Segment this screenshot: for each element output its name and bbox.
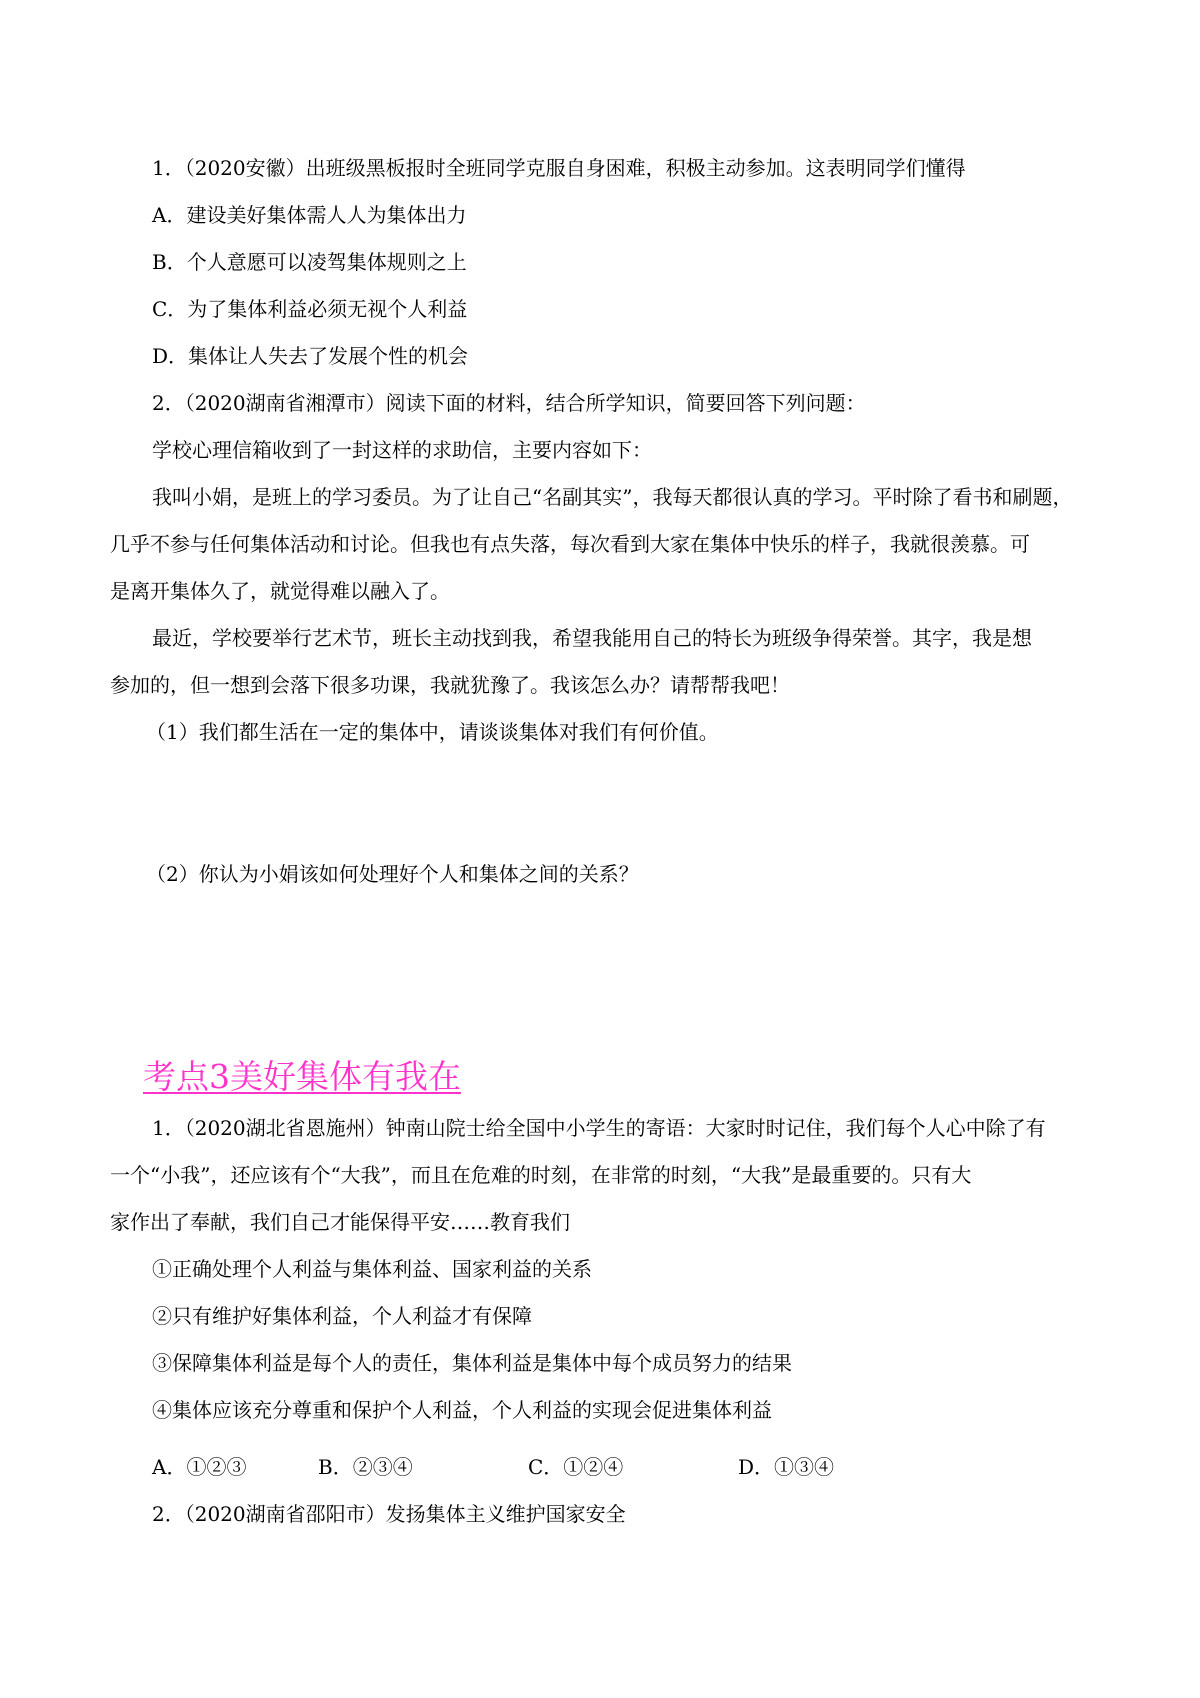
s3-option-c: C．①②④ <box>528 1455 624 1479</box>
option-a: A．建设美好集体需人人为集体出力 <box>152 203 467 227</box>
s3-question-1-line-1: 1．（2020湖北省恩施州）钟南山院士给全国中小学生的寄语：大家时时记住，我们每个人心中除了有 <box>152 1116 1046 1140</box>
letter-paragraph-2-line-2: 参加的，但一想到会落下很多功课，我就犹豫了。我该怎么办？请帮帮我吧！ <box>110 673 790 697</box>
s3-option-d: D．①③④ <box>738 1455 835 1479</box>
s3-question-2-stem: 2．（2020湖南省邵阳市）发扬集体主义维护国家安全 <box>152 1502 626 1526</box>
question-1-stem: 1．（2020安徽）出班级黑板报时全班同学克服自身困难，积极主动参加。这表明同学们懂得 <box>152 156 966 180</box>
option-b: B．个人意愿可以凌驾集体规则之上 <box>152 250 467 274</box>
s3-question-1-line-3: 家作出了奉献，我们自己才能保得平安……教育我们 <box>110 1210 570 1234</box>
s3-item-2: ②只有维护好集体利益，个人利益才有保障 <box>152 1304 532 1328</box>
s3-item-1: ①正确处理个人利益与集体利益、国家利益的关系 <box>152 1257 592 1281</box>
s3-option-a: A．①②③ <box>152 1455 247 1479</box>
letter-paragraph-1-line-1: 我叫小娟，是班上的学习委员。为了让自己“名副其实”，我每天都很认真的学习。平时除了看书和刷题， <box>152 485 1073 509</box>
s3-item-3: ③保障集体利益是每个人的责任，集体利益是集体中每个成员努力的结果 <box>152 1351 792 1375</box>
s3-item-4: ④集体应该充分尊重和保护个人利益，个人利益的实现会促进集体利益 <box>152 1398 772 1422</box>
material-intro: 学校心理信箱收到了一封这样的求助信，主要内容如下： <box>152 438 652 462</box>
question-2-stem: 2．（2020湖南省湘潭市）阅读下面的材料，结合所学知识，简要回答下列问题： <box>152 391 866 415</box>
s3-question-1-line-2: 一个“小我”，还应该有个“大我”，而且在危难的时刻，在非常的时刻，“大我”是最重要的。只有大 <box>110 1163 972 1187</box>
s3-option-b: B．②③④ <box>318 1455 413 1479</box>
sub-question-2: （2）你认为小娟该如何处理好个人和集体之间的关系？ <box>146 862 639 886</box>
section-heading: 考点3美好集体有我在 <box>143 1057 461 1096</box>
letter-paragraph-2-line-1: 最近，学校要举行艺术节，班长主动找到我，希望我能用自己的特长为班级争得荣誉。其字，我是想 <box>152 626 1032 650</box>
option-d: D．集体让人失去了发展个性的机会 <box>152 344 469 368</box>
letter-paragraph-1-line-3: 是离开集体久了，就觉得难以融入了。 <box>110 579 450 603</box>
sub-question-1: （1）我们都生活在一定的集体中，请谈谈集体对我们有何价值。 <box>146 720 719 744</box>
letter-paragraph-1-line-2: 几乎不参与任何集体活动和讨论。但我也有点失落，每次看到大家在集体中快乐的样子，我就很羡慕。可 <box>110 532 1030 556</box>
option-c: C．为了集体利益必须无视个人利益 <box>152 297 468 321</box>
